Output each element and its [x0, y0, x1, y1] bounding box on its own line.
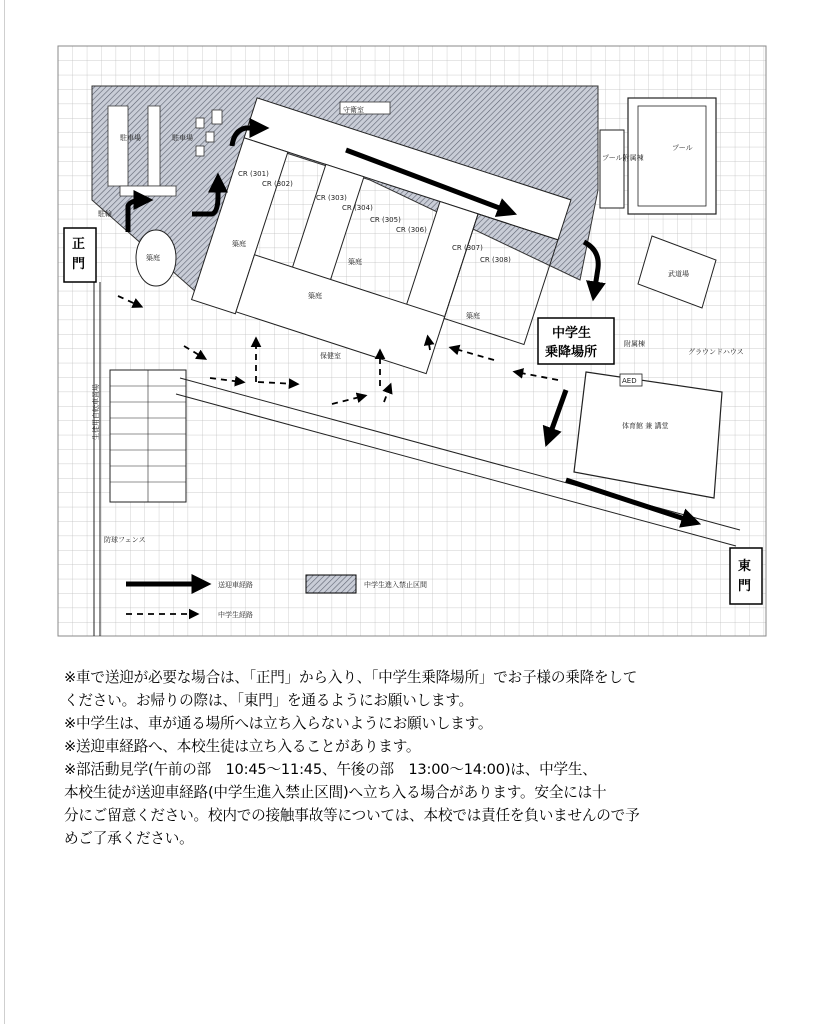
- pool-annex: [600, 130, 624, 208]
- annex-label: 附属棟: [624, 340, 645, 348]
- dropoff-label-2: 乗降場所: [545, 345, 598, 360]
- note-line-7: 分にご留意ください。校内での接触事故等については、本校では責任を負いませんので予: [64, 807, 640, 824]
- room-301: CR (301): [238, 170, 269, 178]
- room-303: CR (303): [316, 194, 347, 202]
- east-gate-box: [730, 548, 762, 604]
- room-305: CR (305): [370, 216, 401, 224]
- note-line-8: めご了承ください。: [64, 830, 194, 847]
- room-307: CR (307): [452, 244, 483, 252]
- courtyard-label-1: 築庭: [232, 240, 246, 248]
- parking-label: 駐車場: [120, 134, 141, 142]
- main-gate-label-2: 門: [72, 257, 86, 272]
- budojo-label: 武道場: [668, 270, 689, 278]
- health-room-label: 保健室: [320, 352, 341, 360]
- courtyard-label-4: 築庭: [466, 312, 480, 320]
- notes-section: [64, 666, 724, 850]
- note-line-4: ※送迎車経路へ、本校生徒は立ち入ることがあります。: [64, 738, 421, 755]
- room-302: CR (302): [262, 180, 293, 188]
- courtyard-label-2: 築庭: [348, 258, 362, 266]
- pond-label: 築庭: [146, 254, 160, 262]
- legend-no-entry-label: 中学生進入禁止区間: [364, 581, 427, 589]
- courtyard-label-3: 築庭: [308, 292, 322, 300]
- note-line-1: ※車で送迎が必要な場合は、「正門」から入り、「中学生乗降場所」でお子様の乗降をして: [64, 669, 638, 686]
- note-line-3: ※中学生は、車が通る場所へは立ち入らないようにお願いします。: [64, 715, 493, 732]
- pool-annex-label: プール附属棟: [602, 154, 644, 162]
- room-308: CR (308): [480, 256, 511, 264]
- parking-label-2: 駐車場: [172, 134, 193, 142]
- legend-student-route-label: 中学生経路: [218, 611, 253, 619]
- legend-no-entry-swatch: [306, 575, 356, 593]
- east-gate-label-1: 東: [738, 559, 752, 574]
- note-line-2: ください。お帰りの際は、「東門」を通るようにお願いします。: [64, 692, 473, 709]
- bicycle-parking-label: 生徒用自転車置場: [92, 384, 100, 440]
- guard-label: 守衛室: [343, 106, 364, 114]
- legend-car-route-label: 送迎車経路: [218, 581, 253, 589]
- ground-house-label: グラウンドハウス: [688, 348, 744, 356]
- aed-label: AED: [622, 377, 637, 385]
- east-gate-label-2: 門: [738, 579, 752, 594]
- note-line-5: ※部活動見学(午前の部 10:45〜11:45、午後の部 13:00〜14:00)は、中学生、: [64, 761, 597, 778]
- room-304: CR (304): [342, 204, 373, 212]
- dropoff-label-1: 中学生: [552, 326, 592, 341]
- pool-label: プール: [672, 144, 693, 152]
- room-306: CR (306): [396, 226, 427, 234]
- note-line-6: 本校生徒が送迎車経路(中学生進入禁止区間)へ立ち入る場合があります。安全には十: [64, 784, 607, 801]
- fence-label: 防球フェンス: [104, 536, 146, 544]
- bike-label: 駐輪: [98, 210, 112, 218]
- gym-label: 体育館 兼 講堂: [622, 422, 669, 430]
- main-gate-label-1: 正: [72, 237, 86, 252]
